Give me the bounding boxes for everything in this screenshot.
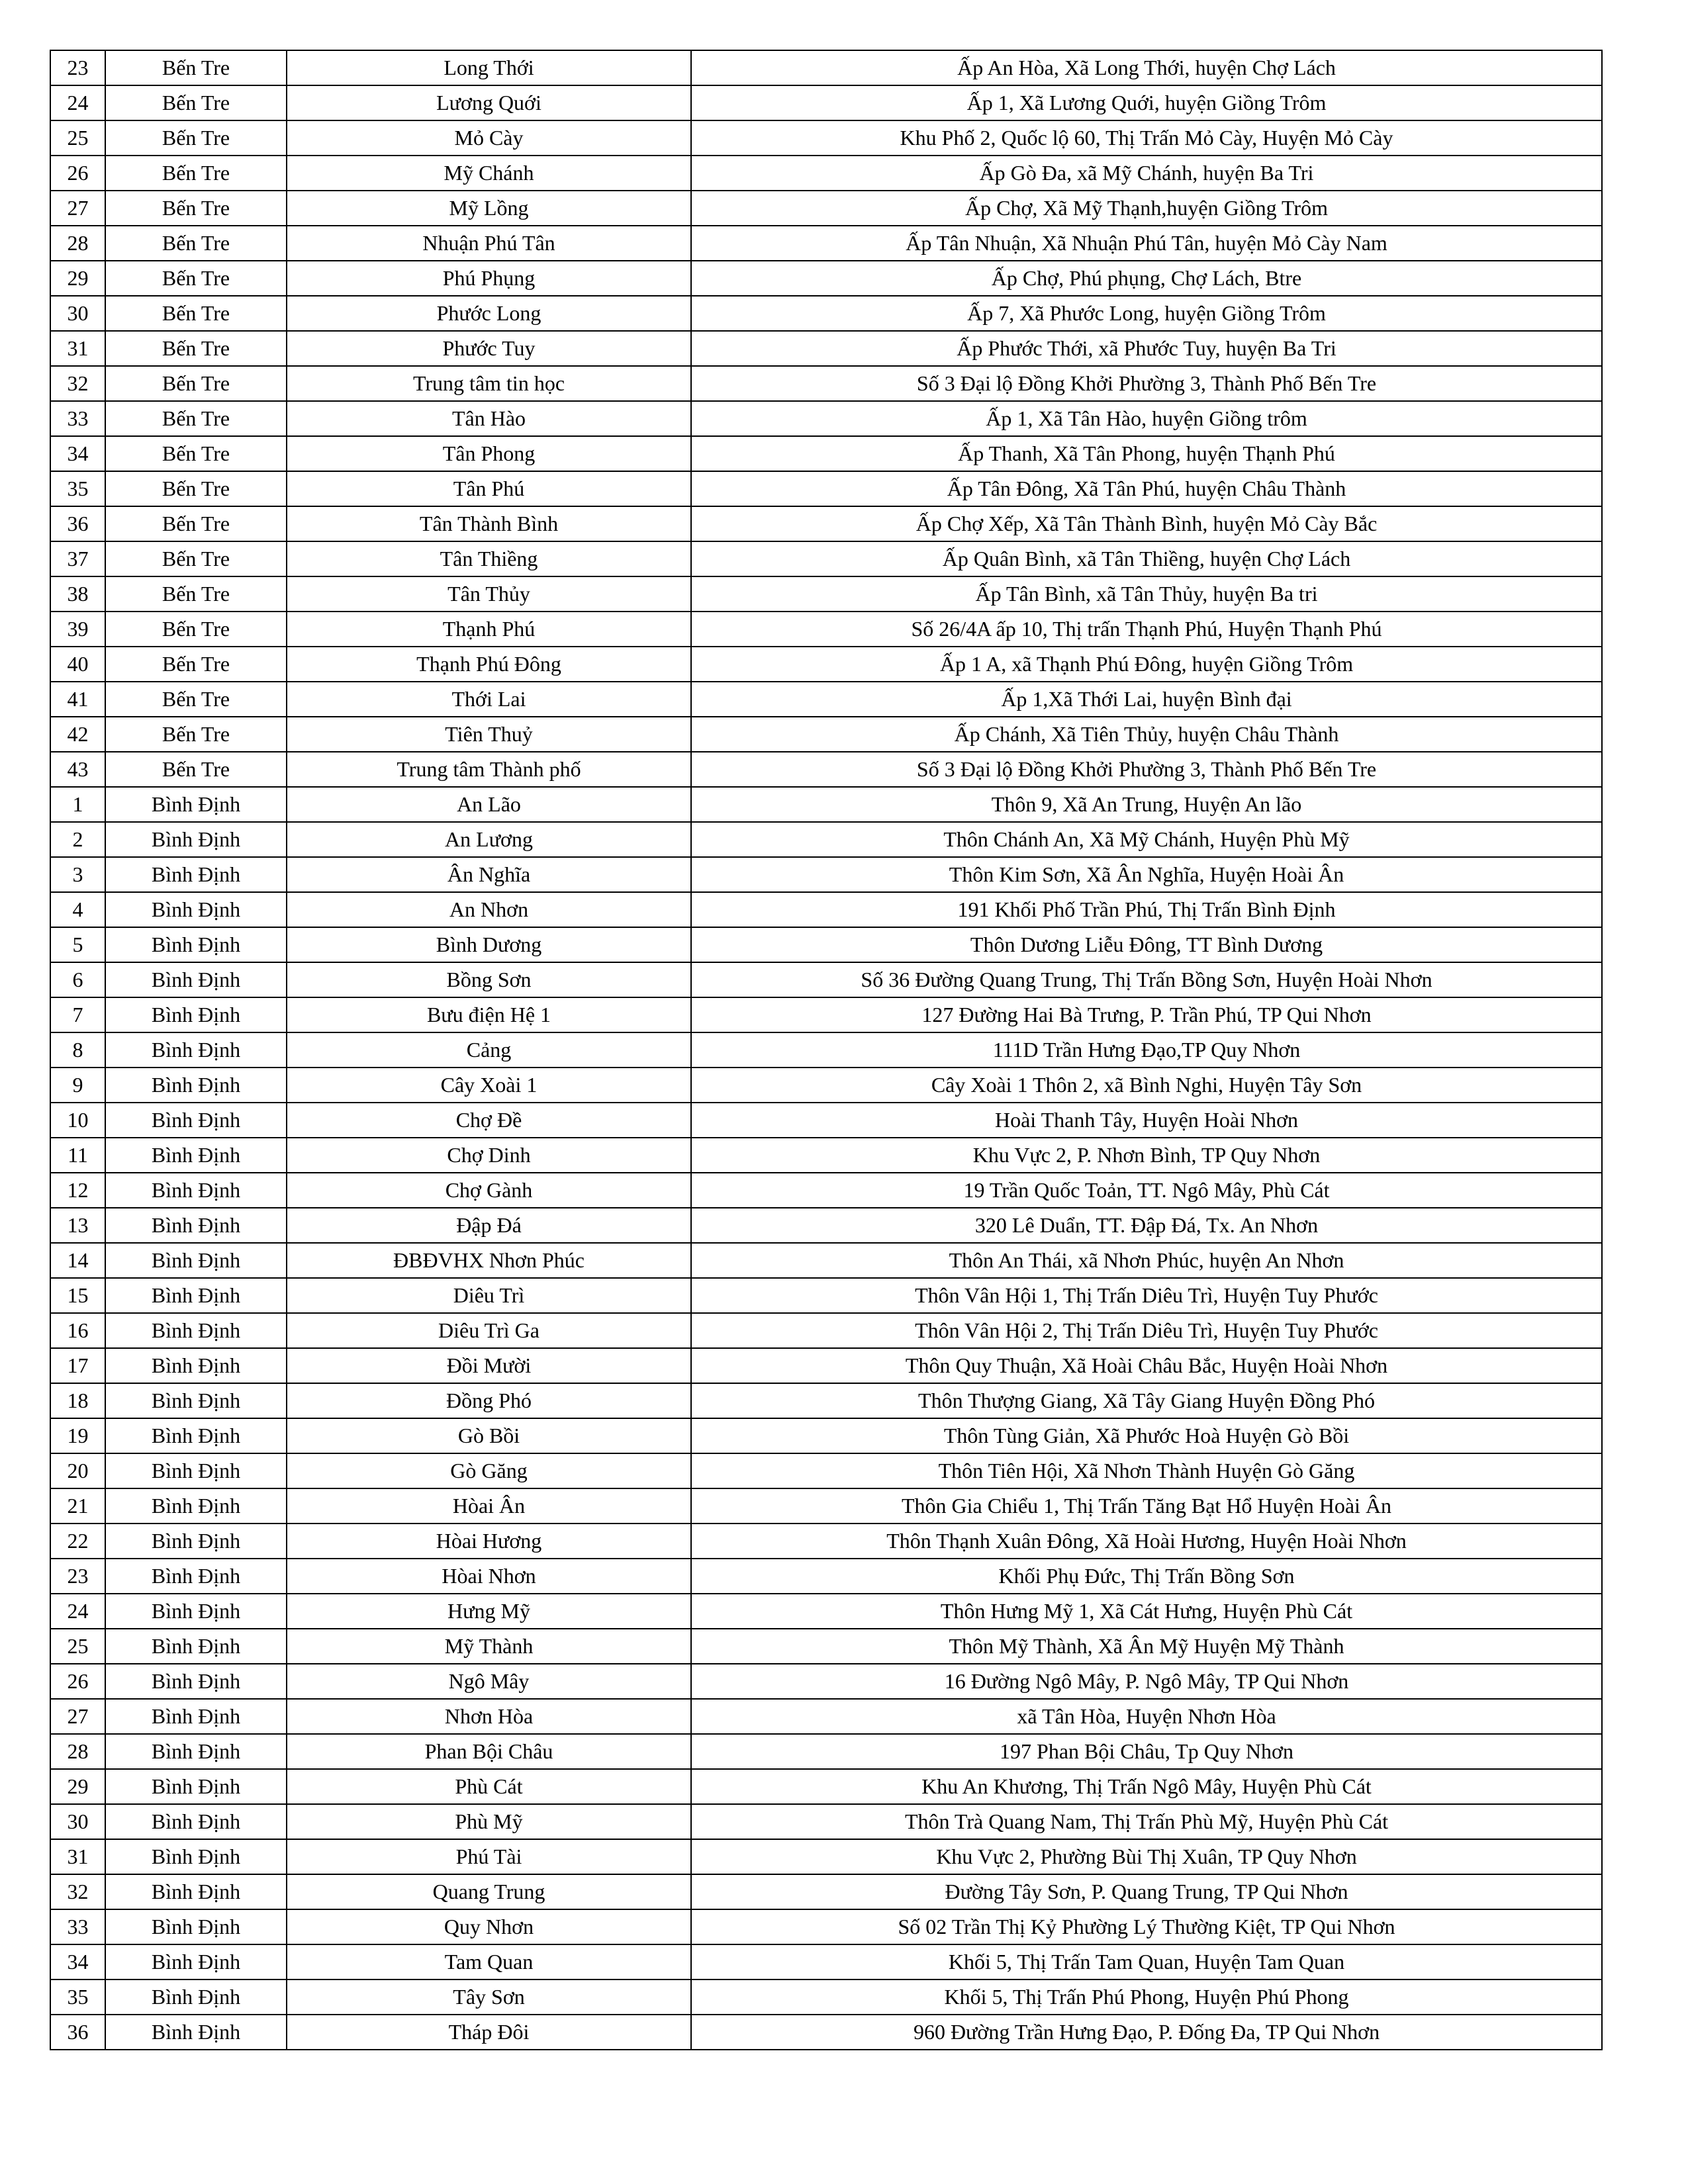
row-number-cell: 11 [50,1138,105,1173]
row-number-cell: 39 [50,612,105,647]
office-name-cell: Bồng Sơn [287,962,691,997]
row-number-cell: 34 [50,1944,105,1979]
province-cell: Bến Tre [105,682,287,717]
province-cell: Bình Định [105,1068,287,1103]
address-cell: Khối 5, Thị Trấn Tam Quan, Huyện Tam Quan [691,1944,1602,1979]
row-number-cell: 21 [50,1488,105,1524]
office-name-cell: Nhuận Phú Tân [287,226,691,261]
table-row [50,647,1602,682]
address-cell: Số 3 Đại lộ Đồng Khởi Phường 3, Thành Phố Bến Tre [691,366,1602,401]
province-cell: Bình Định [105,1243,287,1278]
office-name-cell: An Nhơn [287,892,691,927]
table-row [50,226,1602,261]
address-cell: 19 Trần Quốc Toản, TT. Ngô Mây, Phù Cát [691,1173,1602,1208]
office-name-cell: Chợ Gành [287,1173,691,1208]
province-cell: Bến Tre [105,366,287,401]
province-cell: Bình Định [105,1173,287,1208]
row-number-cell: 26 [50,156,105,191]
table-row [50,857,1602,892]
row-number-cell: 32 [50,366,105,401]
province-cell: Bình Định [105,1032,287,1068]
office-name-cell: Hòai Hương [287,1524,691,1559]
row-number-cell: 23 [50,1559,105,1594]
address-cell: Ấp Tân Bình, xã Tân Thủy, huyện Ba tri [691,576,1602,612]
office-name-cell: Đập Đá [287,1208,691,1243]
row-number-cell: 17 [50,1348,105,1383]
table-row [50,1734,1602,1769]
office-name-cell: Ân Nghĩa [287,857,691,892]
row-number-cell: 28 [50,226,105,261]
row-number-cell: 31 [50,1839,105,1874]
row-number-cell: 2 [50,822,105,857]
row-number-cell: 26 [50,1664,105,1699]
province-cell: Bình Định [105,1138,287,1173]
address-cell: Cây Xoài 1 Thôn 2, xã Bình Nghi, Huyện Tây Sơn [691,1068,1602,1103]
address-cell: Số 02 Trần Thị Kỷ Phường Lý Thường Kiệt, TP Qui Nhơn [691,1909,1602,1944]
table-row [50,1243,1602,1278]
province-cell: Bình Định [105,2015,287,2050]
office-name-cell: Tây Sơn [287,1979,691,2015]
province-cell: Bình Định [105,962,287,997]
table-row [50,1488,1602,1524]
province-cell: Bình Định [105,1594,287,1629]
address-cell: Khu Vực 2, Phường Bùi Thị Xuân, TP Quy Nhơn [691,1839,1602,1874]
office-name-cell: Hòai Nhơn [287,1559,691,1594]
office-name-cell: Thạnh Phú [287,612,691,647]
office-name-cell: Tháp Đôi [287,2015,691,2050]
province-cell: Bình Định [105,822,287,857]
office-name-cell: Quang Trung [287,1874,691,1909]
table-row [50,1839,1602,1874]
address-cell: 197 Phan Bội Châu, Tp Quy Nhơn [691,1734,1602,1769]
row-number-cell: 29 [50,1769,105,1804]
table-row [50,1173,1602,1208]
row-number-cell: 1 [50,787,105,822]
office-name-cell: Chợ Dinh [287,1138,691,1173]
office-name-cell: An Lương [287,822,691,857]
office-name-cell: Tân Phú [287,471,691,506]
row-number-cell: 18 [50,1383,105,1418]
table-row [50,1453,1602,1488]
row-number-cell: 43 [50,752,105,787]
row-number-cell: 25 [50,120,105,156]
table-row [50,1418,1602,1453]
table-row [50,1313,1602,1348]
row-number-cell: 12 [50,1173,105,1208]
office-name-cell: Phù Mỹ [287,1804,691,1839]
row-number-cell: 13 [50,1208,105,1243]
row-number-cell: 36 [50,2015,105,2050]
office-name-cell: Diêu Trì [287,1278,691,1313]
office-name-cell: Bình Dương [287,927,691,962]
row-number-cell: 36 [50,506,105,541]
province-cell: Bình Định [105,1278,287,1313]
table-row [50,787,1602,822]
office-name-cell: Tiên Thuỷ [287,717,691,752]
province-cell: Bình Định [105,1944,287,1979]
province-cell: Bến Tre [105,191,287,226]
table-row [50,50,1602,85]
table-row [50,1874,1602,1909]
province-cell: Bình Định [105,1839,287,1874]
table-row [50,1804,1602,1839]
office-name-cell: Hòai Ân [287,1488,691,1524]
row-number-cell: 28 [50,1734,105,1769]
office-name-cell: Mỹ Chánh [287,156,691,191]
address-cell: Thôn Quy Thuận, Xã Hoài Châu Bắc, Huyện Hoài Nhơn [691,1348,1602,1383]
row-number-cell: 24 [50,1594,105,1629]
province-cell: Bến Tre [105,647,287,682]
table-row [50,331,1602,366]
province-cell: Bình Định [105,1769,287,1804]
address-cell: Ấp Chợ, Phú phụng, Chợ Lách, Btre [691,261,1602,296]
row-number-cell: 40 [50,647,105,682]
table-row [50,752,1602,787]
province-cell: Bình Định [105,857,287,892]
row-number-cell: 15 [50,1278,105,1313]
row-number-cell: 16 [50,1313,105,1348]
table-row [50,296,1602,331]
table-row [50,962,1602,997]
table-row [50,612,1602,647]
table-row [50,1278,1602,1313]
address-cell: Ấp Chánh, Xã Tiên Thủy, huyện Châu Thành [691,717,1602,752]
office-name-cell: Tam Quan [287,1944,691,1979]
table-row [50,85,1602,120]
province-cell: Bến Tre [105,50,287,85]
address-cell: Ấp 7, Xã Phước Long, huyện Giồng Trôm [691,296,1602,331]
office-name-cell: Quy Nhơn [287,1909,691,1944]
office-name-cell: Trung tâm tin học [287,366,691,401]
address-cell: Khu Phố 2, Quốc lộ 60, Thị Trấn Mỏ Cày, Huyện Mỏ Cày [691,120,1602,156]
row-number-cell: 6 [50,962,105,997]
address-cell: Thôn 9, Xã An Trung, Huyện An lão [691,787,1602,822]
province-cell: Bến Tre [105,541,287,576]
table-row [50,1103,1602,1138]
table-row [50,1068,1602,1103]
table-row [50,1769,1602,1804]
row-number-cell: 32 [50,1874,105,1909]
office-name-cell: Phước Tuy [287,331,691,366]
table-row [50,576,1602,612]
table-row [50,1909,1602,1944]
address-cell: Ấp Phước Thới, xã Phước Tuy, huyện Ba Tri [691,331,1602,366]
province-cell: Bình Định [105,1488,287,1524]
table-row [50,191,1602,226]
province-cell: Bình Định [105,1103,287,1138]
office-name-cell: Mỏ Cày [287,120,691,156]
office-name-cell: Chợ Đề [287,1103,691,1138]
address-cell: Ấp Tân Đông, Xã Tân Phú, huyện Châu Thành [691,471,1602,506]
table-row [50,366,1602,401]
province-cell: Bình Định [105,1208,287,1243]
province-cell: Bình Định [105,927,287,962]
province-cell: Bến Tre [105,436,287,471]
address-cell: Thôn Gia Chiểu 1, Thị Trấn Tăng Bạt Hổ Huyện Hoài Ân [691,1488,1602,1524]
row-number-cell: 35 [50,471,105,506]
row-number-cell: 22 [50,1524,105,1559]
address-cell: Khu Vực 2, P. Nhơn Bình, TP Quy Nhơn [691,1138,1602,1173]
row-number-cell: 24 [50,85,105,120]
table-row [50,120,1602,156]
province-cell: Bến Tre [105,261,287,296]
address-cell: Thôn Trà Quang Nam, Thị Trấn Phù Mỹ, Huyện Phù Cát [691,1804,1602,1839]
table-row [50,1559,1602,1594]
office-name-cell: Diêu Trì Ga [287,1313,691,1348]
province-cell: Bình Định [105,787,287,822]
address-cell: Khối 5, Thị Trấn Phú Phong, Huyện Phú Phong [691,1979,1602,2015]
row-number-cell: 41 [50,682,105,717]
address-cell: Ấp Tân Nhuận, Xã Nhuận Phú Tân, huyện Mỏ Cày Nam [691,226,1602,261]
address-cell: Đường Tây Sơn, P. Quang Trung, TP Qui Nhơn [691,1874,1602,1909]
office-name-cell: Ngô Mây [287,1664,691,1699]
table-row [50,1208,1602,1243]
table-row [50,506,1602,541]
table-row [50,1979,1602,2015]
address-cell: Ấp Chợ, Xã Mỹ Thạnh,huyện Giồng Trôm [691,191,1602,226]
address-cell: xã Tân Hòa, Huyện Nhơn Hòa [691,1699,1602,1734]
row-number-cell: 4 [50,892,105,927]
address-cell: Ấp Quân Bình, xã Tân Thiềng, huyện Chợ Lách [691,541,1602,576]
office-name-cell: Tân Thủy [287,576,691,612]
table-row [50,1664,1602,1699]
row-number-cell: 35 [50,1979,105,2015]
province-cell: Bến Tre [105,752,287,787]
office-name-cell: Gò Găng [287,1453,691,1488]
office-name-cell: Phú Phụng [287,261,691,296]
address-cell: Số 36 Đường Quang Trung, Thị Trấn Bồng Sơn, Huyện Hoài Nhơn [691,962,1602,997]
address-cell: Thôn Vân Hội 1, Thị Trấn Diêu Trì, Huyện Tuy Phước [691,1278,1602,1313]
province-cell: Bình Định [105,1348,287,1383]
address-cell: Số 26/4A ấp 10, Thị trấn Thạnh Phú, Huyện Thạnh Phú [691,612,1602,647]
province-cell: Bến Tre [105,331,287,366]
table-row [50,1348,1602,1383]
office-name-cell: Phước Long [287,296,691,331]
province-cell: Bình Định [105,1664,287,1699]
table-row [50,892,1602,927]
province-cell: Bình Định [105,1804,287,1839]
office-name-cell: Cây Xoài 1 [287,1068,691,1103]
row-number-cell: 30 [50,296,105,331]
office-name-cell: Thạnh Phú Đông [287,647,691,682]
province-cell: Bến Tre [105,120,287,156]
province-cell: Bến Tre [105,296,287,331]
province-cell: Bến Tre [105,612,287,647]
table-row [50,822,1602,857]
province-cell: Bình Định [105,1524,287,1559]
office-name-cell: Mỹ Thành [287,1629,691,1664]
table-row [50,261,1602,296]
address-cell: Số 3 Đại lộ Đồng Khởi Phường 3, Thành Phố Bến Tre [691,752,1602,787]
province-cell: Bình Định [105,1909,287,1944]
province-cell: Bình Định [105,1979,287,2015]
post-office-table [50,50,1603,2050]
table-row [50,1524,1602,1559]
row-number-cell: 5 [50,927,105,962]
address-cell: Ấp Thanh, Xã Tân Phong, huyện Thạnh Phú [691,436,1602,471]
table-row [50,927,1602,962]
address-cell: Khối Phụ Đức, Thị Trấn Bồng Sơn [691,1559,1602,1594]
address-cell: Ấp Chợ Xếp, Xã Tân Thành Bình, huyện Mỏ Cày Bắc [691,506,1602,541]
office-name-cell: Hưng Mỹ [287,1594,691,1629]
province-cell: Bến Tre [105,156,287,191]
province-cell: Bình Định [105,892,287,927]
office-name-cell: Mỹ Lồng [287,191,691,226]
address-cell: 16 Đường Ngô Mây, P. Ngô Mây, TP Qui Nhơn [691,1664,1602,1699]
office-name-cell: Lương Quới [287,85,691,120]
row-number-cell: 33 [50,1909,105,1944]
province-cell: Bến Tre [105,226,287,261]
row-number-cell: 38 [50,576,105,612]
address-cell: Ấp Gò Đa, xã Mỹ Chánh, huyện Ba Tri [691,156,1602,191]
province-cell: Bình Định [105,1699,287,1734]
office-name-cell: Gò Bồi [287,1418,691,1453]
row-number-cell: 10 [50,1103,105,1138]
office-name-cell: Đồng Phó [287,1383,691,1418]
row-number-cell: 8 [50,1032,105,1068]
address-cell: 191 Khối Phố Trần Phú, Thị Trấn Bình Định [691,892,1602,927]
row-number-cell: 27 [50,1699,105,1734]
table-row [50,436,1602,471]
table-body [50,50,1602,2050]
province-cell: Bình Định [105,1559,287,1594]
office-name-cell: Nhơn Hòa [287,1699,691,1734]
address-cell: Khu An Khương, Thị Trấn Ngô Mây, Huyện Phù Cát [691,1769,1602,1804]
province-cell: Bến Tre [105,576,287,612]
province-cell: Bình Định [105,1453,287,1488]
table-row [50,1699,1602,1734]
office-name-cell: Phù Cát [287,1769,691,1804]
address-cell: Hoài Thanh Tây, Huyện Hoài Nhơn [691,1103,1602,1138]
office-name-cell: Tân Thành Bình [287,506,691,541]
row-number-cell: 30 [50,1804,105,1839]
office-name-cell: Tân Phong [287,436,691,471]
table-row [50,997,1602,1032]
address-cell: 320 Lê Duẩn, TT. Đập Đá, Tx. An Nhơn [691,1208,1602,1243]
address-cell: Thôn Tiên Hội, Xã Nhơn Thành Huyện Gò Găng [691,1453,1602,1488]
address-cell: Ấp 1, Xã Tân Hào, huyện Giồng trôm [691,401,1602,436]
office-name-cell: Phan Bội Châu [287,1734,691,1769]
table-row [50,1944,1602,1979]
row-number-cell: 7 [50,997,105,1032]
row-number-cell: 9 [50,1068,105,1103]
office-name-cell: Tân Thiềng [287,541,691,576]
address-cell: Thôn Vân Hội 2, Thị Trấn Diêu Trì, Huyện Tuy Phước [691,1313,1602,1348]
row-number-cell: 19 [50,1418,105,1453]
table-row [50,1032,1602,1068]
address-cell: Thôn Mỹ Thành, Xã Ân Mỹ Huyện Mỹ Thành [691,1629,1602,1664]
table-row [50,401,1602,436]
province-cell: Bến Tre [105,471,287,506]
address-cell: Thôn Tùng Giản, Xã Phước Hoà Huyện Gò Bồi [691,1418,1602,1453]
address-cell: Thôn Dương Liễu Đông, TT Bình Dương [691,927,1602,962]
row-number-cell: 3 [50,857,105,892]
address-cell: 111D Trần Hưng Đạo,TP Quy Nhơn [691,1032,1602,1068]
row-number-cell: 29 [50,261,105,296]
province-cell: Bình Định [105,997,287,1032]
office-name-cell: Cảng [287,1032,691,1068]
office-name-cell: ĐBĐVHX Nhơn Phúc [287,1243,691,1278]
table-row [50,2015,1602,2050]
province-cell: Bình Định [105,1383,287,1418]
address-cell: Ấp An Hòa, Xã Long Thới, huyện Chợ Lách [691,50,1602,85]
row-number-cell: 31 [50,331,105,366]
table-row [50,1383,1602,1418]
address-cell: 127 Đường Hai Bà Trưng, P. Trần Phú, TP Qui Nhơn [691,997,1602,1032]
table-row [50,1629,1602,1664]
table-row [50,541,1602,576]
office-name-cell: Tân Hào [287,401,691,436]
province-cell: Bình Định [105,1629,287,1664]
row-number-cell: 34 [50,436,105,471]
row-number-cell: 27 [50,191,105,226]
row-number-cell: 42 [50,717,105,752]
office-name-cell: Long Thới [287,50,691,85]
address-cell: Ấp 1, Xã Lương Quới, huyện Giồng Trôm [691,85,1602,120]
office-name-cell: Thới Lai [287,682,691,717]
office-name-cell: Bưu điện Hệ 1 [287,997,691,1032]
table-row [50,156,1602,191]
address-cell: Thôn Thượng Giang, Xã Tây Giang Huyện Đồng Phó [691,1383,1602,1418]
province-cell: Bến Tre [105,717,287,752]
address-cell: 960 Đường Trần Hưng Đạo, P. Đống Đa, TP Qui Nhơn [691,2015,1602,2050]
table-row [50,717,1602,752]
province-cell: Bình Định [105,1734,287,1769]
row-number-cell: 23 [50,50,105,85]
address-cell: Thôn Hưng Mỹ 1, Xã Cát Hưng, Huyện Phù Cát [691,1594,1602,1629]
province-cell: Bến Tre [105,506,287,541]
row-number-cell: 20 [50,1453,105,1488]
row-number-cell: 14 [50,1243,105,1278]
row-number-cell: 33 [50,401,105,436]
table-row [50,682,1602,717]
province-cell: Bến Tre [105,401,287,436]
province-cell: Bình Định [105,1418,287,1453]
address-cell: Thôn Thạnh Xuân Đông, Xã Hoài Hương, Huyện Hoài Nhơn [691,1524,1602,1559]
office-name-cell: An Lão [287,787,691,822]
address-cell: Thôn An Thái, xã Nhơn Phúc, huyện An Nhơn [691,1243,1602,1278]
table-row [50,471,1602,506]
office-name-cell: Đồi Mười [287,1348,691,1383]
row-number-cell: 37 [50,541,105,576]
province-cell: Bình Định [105,1874,287,1909]
office-name-cell: Trung tâm Thành phố [287,752,691,787]
table-row [50,1594,1602,1629]
row-number-cell: 25 [50,1629,105,1664]
table-row [50,1138,1602,1173]
office-name-cell: Phú Tài [287,1839,691,1874]
province-cell: Bến Tre [105,85,287,120]
address-cell: Ấp 1 A, xã Thạnh Phú Đông, huyện Giồng Trôm [691,647,1602,682]
address-cell: Ấp 1,Xã Thới Lai, huyện Bình đại [691,682,1602,717]
province-cell: Bình Định [105,1313,287,1348]
address-cell: Thôn Chánh An, Xã Mỹ Chánh, Huyện Phù Mỹ [691,822,1602,857]
address-cell: Thôn Kim Sơn, Xã Ân Nghĩa, Huyện Hoài Ân [691,857,1602,892]
